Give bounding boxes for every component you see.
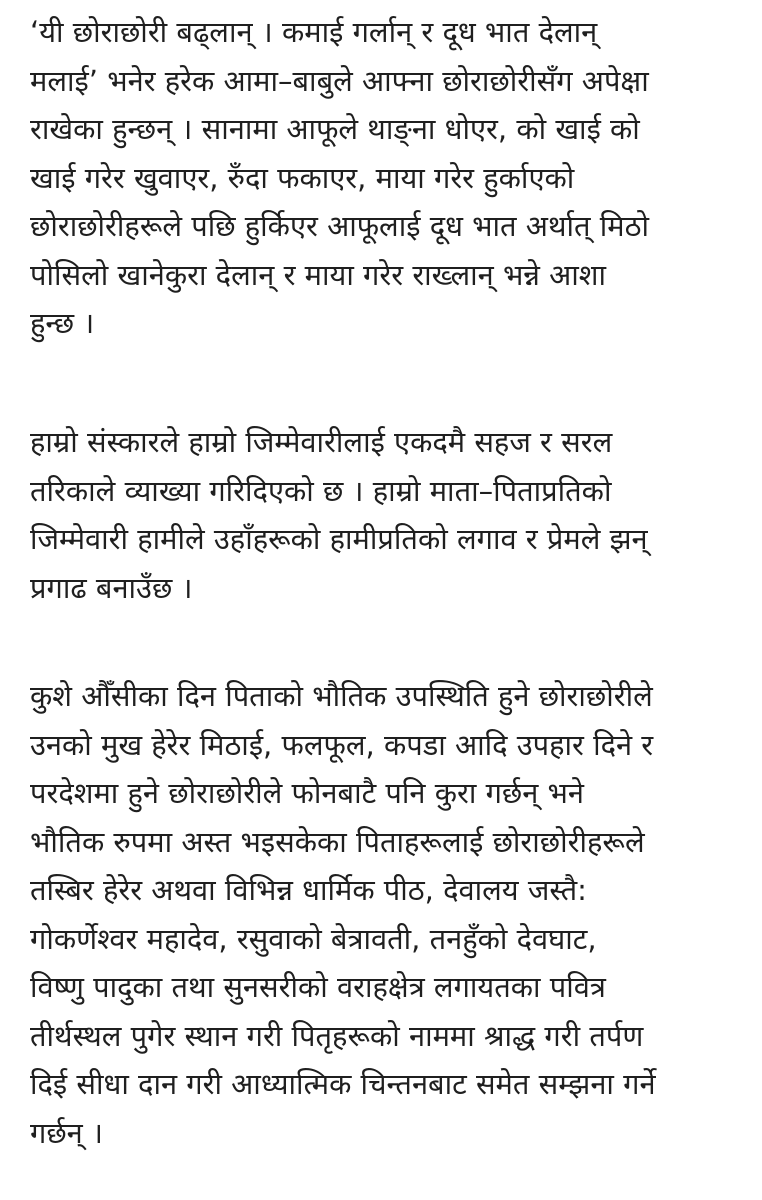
paragraph-kushe-aunsi: कुशे औँसीका दिन पिताको भौतिक उपस्थिति हुने छोराछोरीले उनको मुख हेरेर मिठाई, फलफूल, कपडा आदि उपहार दिने र परदेशमा हुने छोराछोरीले फोनबाटै पनि कुरा गर्छन् भने भौतिक रुपमा अस्त भइसकेका पिताहरूलाई छोराछोरीहरूले तस्बिर हेरेर अथवा विभिन्न धार्मिक पीठ, देवालय जस्तै: गोकर्णेश्वर महादेव, रसुवाको बेत्रावती, तनहुँको देवघाट, विष्णु पादुका तथा सुनसरीको वराहक्षेत्र लगायतका पवित्र तीर्थस्थल पुगेर स्थान गरी पितृहरूको नाममा श्राद्ध गरी तर्पण दिई सीधा दान गरी आध्यात्मिक चिन्तनबाट समेत सम्झना गर्ने गर्छन् ।: [30, 679, 656, 1150]
paragraph-parental-expectations: ‘यी छोराछोरी बढ्लान् । कमाई गर्लान् र दूध भात देलान् मलाई’ भनेर हरेक आमा–बाबुले आफ्ना छोराछोरीसँग अपेक्षा राखेका हुन्छन् । सानामा आफूले थाङ्ना धोएर, को खाई को खाई गरेर खुवाएर, रुँदा फकाएर, माया गरेर हुर्काएको छोराछोरीहरूले पछि हुर्किएर आफूलाई दूध भात अर्थात् मिठो पोसिलो खानेकुरा देलान् र माया गरेर राख्लान् भन्ने आशा हुन्छ ।: [30, 15, 649, 340]
paragraph-cultural-responsibility: हाम्रो संस्कारले हाम्रो जिम्मेवारीलाई एकदमै सहज र सरल तरिकाले व्याख्या गरिदिएको छ । हाम्रो माता–पिताप्रतिको जिम्मेवारी हामीले उहाँहरूको हामीप्रतिको लगाव र प्रेमले झन् प्रगाढ बनाउँछ ।: [30, 425, 648, 605]
